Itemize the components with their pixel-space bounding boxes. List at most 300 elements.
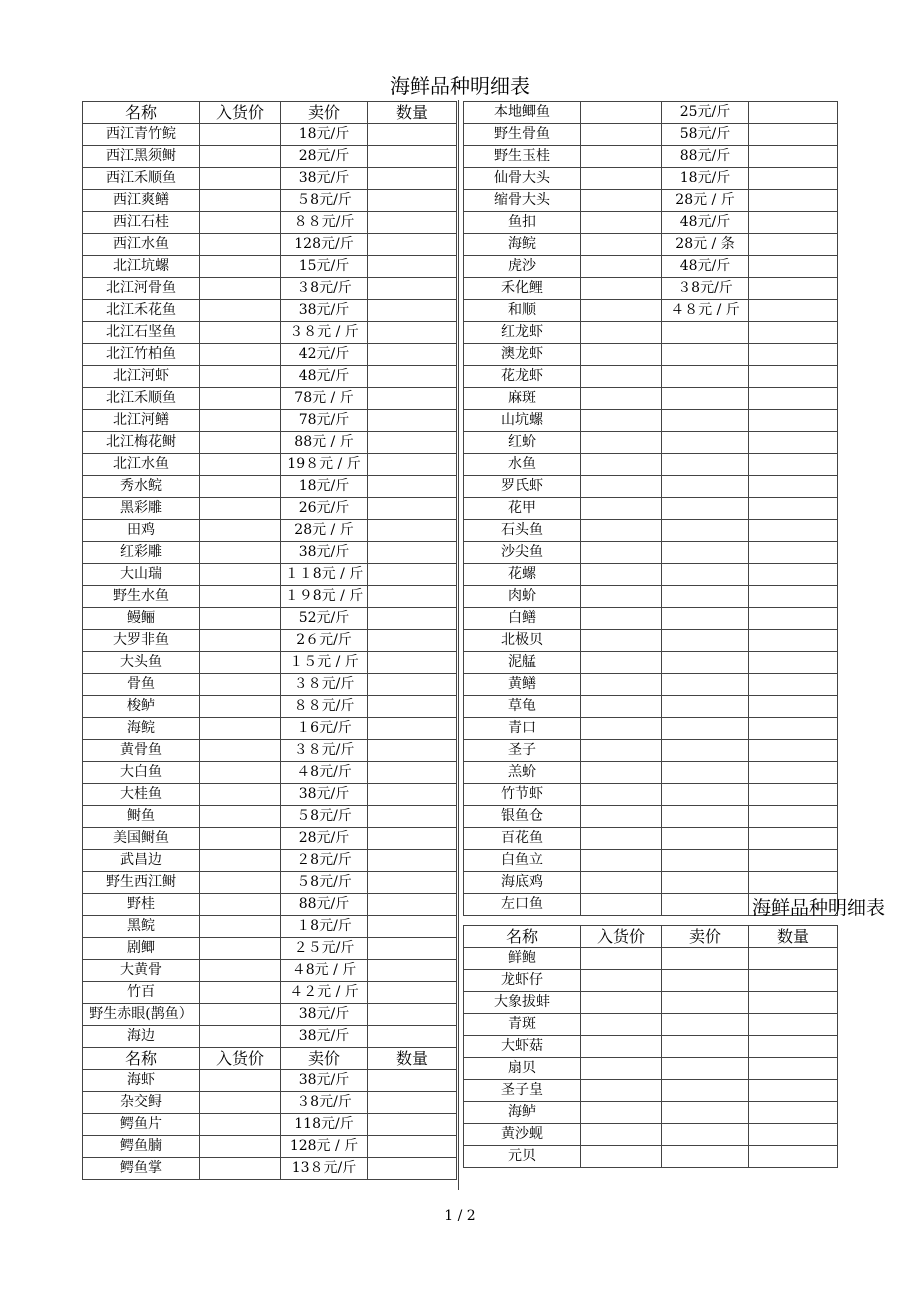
table-row xyxy=(464,828,838,850)
purchase-price-cell xyxy=(581,300,662,322)
header-purchase-price: 入货价 xyxy=(200,102,281,124)
item-name: 竹节虾 xyxy=(464,784,581,806)
sale-price: ３８元 / 斤 xyxy=(281,322,368,344)
table-row xyxy=(464,498,838,520)
purchase-price-cell xyxy=(200,520,281,542)
sale-price xyxy=(662,410,749,432)
sale-price: 28元/斤 xyxy=(281,146,368,168)
purchase-price-cell xyxy=(581,432,662,454)
table-row xyxy=(464,1146,838,1168)
table-row xyxy=(83,608,457,630)
table-row xyxy=(83,1114,457,1136)
quantity-cell xyxy=(749,608,838,630)
sale-price xyxy=(662,828,749,850)
quantity-cell xyxy=(749,498,838,520)
purchase-price-cell xyxy=(581,850,662,872)
purchase-price-cell xyxy=(581,872,662,894)
purchase-price-cell xyxy=(200,476,281,498)
quantity-cell xyxy=(368,674,457,696)
sale-price xyxy=(662,476,749,498)
item-name: 北江竹柏鱼 xyxy=(83,344,200,366)
sale-price: ２8元/斤 xyxy=(281,850,368,872)
item-name: 肉蚧 xyxy=(464,586,581,608)
sale-price: 28元 / 斤 xyxy=(662,190,749,212)
sale-price xyxy=(662,1080,749,1102)
quantity-cell xyxy=(368,278,457,300)
sale-price: 88元/斤 xyxy=(662,146,749,168)
purchase-price-cell xyxy=(581,696,662,718)
table-row xyxy=(83,1136,457,1158)
quantity-cell xyxy=(368,608,457,630)
table-row xyxy=(464,476,838,498)
purchase-price-cell xyxy=(200,124,281,146)
sale-price xyxy=(662,872,749,894)
purchase-price-cell xyxy=(581,806,662,828)
sale-price: ３8元/斤 xyxy=(281,1092,368,1114)
sale-price: １8元/斤 xyxy=(281,916,368,938)
item-name: 西江黑须鲥 xyxy=(83,146,200,168)
table-row xyxy=(464,872,838,894)
table-row xyxy=(83,586,457,608)
sale-price: ３８元/斤 xyxy=(281,740,368,762)
item-name: 野生西江鲥 xyxy=(83,872,200,894)
table-row xyxy=(464,124,838,146)
item-name: 和顺 xyxy=(464,300,581,322)
table-row xyxy=(464,630,838,652)
sale-price: ８８元/斤 xyxy=(281,212,368,234)
quantity-cell xyxy=(368,256,457,278)
purchase-price-cell xyxy=(581,1146,662,1168)
quantity-cell xyxy=(368,894,457,916)
item-name: 杂交鲟 xyxy=(83,1092,200,1114)
table-row xyxy=(464,322,838,344)
purchase-price-cell xyxy=(581,190,662,212)
quantity-cell xyxy=(749,124,838,146)
item-name: 剧鲫 xyxy=(83,938,200,960)
table-row xyxy=(464,234,838,256)
item-name: 大象拔蚌 xyxy=(464,992,581,1014)
table-row xyxy=(83,146,457,168)
purchase-price-cell xyxy=(200,1158,281,1180)
purchase-price-cell xyxy=(581,740,662,762)
item-name: 北江石坚鱼 xyxy=(83,322,200,344)
table-row xyxy=(464,1124,838,1146)
sale-price: ４8元/斤 xyxy=(281,762,368,784)
quantity-cell xyxy=(749,784,838,806)
sale-price xyxy=(662,564,749,586)
quantity-cell xyxy=(749,586,838,608)
purchase-price-cell xyxy=(581,124,662,146)
item-name: 沙尖鱼 xyxy=(464,542,581,564)
table-row xyxy=(83,322,457,344)
table-row xyxy=(83,938,457,960)
purchase-price-cell xyxy=(581,564,662,586)
purchase-price-cell xyxy=(200,146,281,168)
purchase-price-cell xyxy=(581,652,662,674)
sale-price: 78元/斤 xyxy=(281,410,368,432)
quantity-cell xyxy=(749,630,838,652)
page-number: 1 / 2 xyxy=(444,1208,476,1224)
table-row xyxy=(83,498,457,520)
purchase-price-cell xyxy=(581,388,662,410)
purchase-price-cell xyxy=(200,784,281,806)
purchase-price-cell xyxy=(581,542,662,564)
header-name: 名称 xyxy=(83,102,200,124)
sale-price: 118元/斤 xyxy=(281,1114,368,1136)
item-name: 黑鲩 xyxy=(83,916,200,938)
sale-price: ５8元/斤 xyxy=(281,872,368,894)
quantity-cell xyxy=(368,960,457,982)
right-bottom-price-table xyxy=(463,925,838,1168)
table-row xyxy=(83,476,457,498)
purchase-price-cell xyxy=(200,718,281,740)
table-row xyxy=(464,520,838,542)
sale-price: 2６元/斤 xyxy=(281,630,368,652)
table-row xyxy=(83,674,457,696)
item-name: 西江爽鳝 xyxy=(83,190,200,212)
quantity-cell xyxy=(368,1136,457,1158)
purchase-price-cell xyxy=(200,300,281,322)
sale-price xyxy=(662,992,749,1014)
table-row xyxy=(83,432,457,454)
item-name: 花螺 xyxy=(464,564,581,586)
table-row xyxy=(83,344,457,366)
quantity-cell xyxy=(368,234,457,256)
sale-price: ４２元 / 斤 xyxy=(281,982,368,1004)
table-row xyxy=(464,1102,838,1124)
purchase-price-cell xyxy=(200,674,281,696)
purchase-price-cell xyxy=(581,1124,662,1146)
header-sale-price: 卖价 xyxy=(662,926,749,948)
quantity-cell xyxy=(749,1058,838,1080)
table-row xyxy=(83,960,457,982)
item-name: 黄沙蚬 xyxy=(464,1124,581,1146)
sale-price: ５8元/斤 xyxy=(281,806,368,828)
quantity-cell xyxy=(368,762,457,784)
item-name: 青口 xyxy=(464,718,581,740)
purchase-price-cell xyxy=(200,1092,281,1114)
table-row xyxy=(464,366,838,388)
item-name: 扇贝 xyxy=(464,1058,581,1080)
purchase-price-cell xyxy=(200,454,281,476)
table-row xyxy=(83,564,457,586)
item-name: 黄鳝 xyxy=(464,674,581,696)
purchase-price-cell xyxy=(200,938,281,960)
header-purchase-price: 入货价 xyxy=(581,926,662,948)
sale-price: 78元 / 斤 xyxy=(281,388,368,410)
purchase-price-cell xyxy=(581,1102,662,1124)
purchase-price-cell xyxy=(581,1014,662,1036)
purchase-price-cell xyxy=(581,234,662,256)
table-row xyxy=(464,1080,838,1102)
purchase-price-cell xyxy=(200,1070,281,1092)
quantity-cell xyxy=(368,652,457,674)
quantity-cell xyxy=(749,806,838,828)
sale-price: 48元/斤 xyxy=(281,366,368,388)
table-row xyxy=(83,872,457,894)
purchase-price-cell xyxy=(581,454,662,476)
purchase-price-cell xyxy=(200,564,281,586)
item-name: 山坑螺 xyxy=(464,410,581,432)
sale-price xyxy=(662,454,749,476)
quantity-cell xyxy=(749,388,838,410)
sale-price: 58元/斤 xyxy=(662,124,749,146)
sale-price: 26元/斤 xyxy=(281,498,368,520)
table-row xyxy=(464,806,838,828)
table-row xyxy=(464,212,838,234)
item-name: 仙骨大头 xyxy=(464,168,581,190)
sale-price: 19８元 / 斤 xyxy=(281,454,368,476)
quantity-cell xyxy=(749,652,838,674)
purchase-price-cell xyxy=(581,948,662,970)
item-name: 鳄鱼片 xyxy=(83,1114,200,1136)
item-name: 元贝 xyxy=(464,1146,581,1168)
purchase-price-cell xyxy=(200,1114,281,1136)
sale-price xyxy=(662,1102,749,1124)
item-name: 西江青竹鲩 xyxy=(83,124,200,146)
table-row xyxy=(464,674,838,696)
item-name: 羔蚧 xyxy=(464,762,581,784)
quantity-cell xyxy=(749,212,838,234)
quantity-cell xyxy=(368,542,457,564)
quantity-cell xyxy=(749,992,838,1014)
quantity-cell xyxy=(368,982,457,1004)
quantity-cell xyxy=(749,696,838,718)
item-name: 骨鱼 xyxy=(83,674,200,696)
table-row xyxy=(83,124,457,146)
item-name: 梭鲈 xyxy=(83,696,200,718)
item-name: 虎沙 xyxy=(464,256,581,278)
table-row xyxy=(83,630,457,652)
item-name: 野生玉桂 xyxy=(464,146,581,168)
item-name: 禾化鲤 xyxy=(464,278,581,300)
table-row xyxy=(464,740,838,762)
quantity-cell xyxy=(368,432,457,454)
item-name: 麻斑 xyxy=(464,388,581,410)
sale-price: １6元/斤 xyxy=(281,718,368,740)
table-row xyxy=(83,410,457,432)
purchase-price-cell xyxy=(200,850,281,872)
purchase-price-cell xyxy=(581,608,662,630)
sale-price: 38元/斤 xyxy=(281,300,368,322)
table-row xyxy=(464,608,838,630)
sale-price: 38元/斤 xyxy=(281,168,368,190)
quantity-cell xyxy=(368,498,457,520)
quantity-cell xyxy=(368,828,457,850)
purchase-price-cell xyxy=(581,674,662,696)
purchase-price-cell xyxy=(200,498,281,520)
quantity-cell xyxy=(749,520,838,542)
purchase-price-cell xyxy=(581,146,662,168)
quantity-cell xyxy=(368,586,457,608)
item-name: 西江禾顺鱼 xyxy=(83,168,200,190)
table-row xyxy=(83,1092,457,1114)
table-row xyxy=(464,542,838,564)
purchase-price-cell xyxy=(581,498,662,520)
purchase-price-cell xyxy=(581,520,662,542)
item-name: 青斑 xyxy=(464,1014,581,1036)
quantity-cell xyxy=(749,300,838,322)
item-name: 北江禾花鱼 xyxy=(83,300,200,322)
table-row xyxy=(464,432,838,454)
sale-price xyxy=(662,784,749,806)
quantity-cell xyxy=(749,190,838,212)
item-name: 红龙虾 xyxy=(464,322,581,344)
table-row xyxy=(464,586,838,608)
purchase-price-cell xyxy=(200,410,281,432)
table-row xyxy=(464,146,838,168)
quantity-cell xyxy=(368,1158,457,1180)
quantity-cell xyxy=(368,212,457,234)
sale-price xyxy=(662,1036,749,1058)
table-row xyxy=(83,982,457,1004)
quantity-cell xyxy=(368,1114,457,1136)
purchase-price-cell xyxy=(581,894,662,916)
quantity-cell xyxy=(749,1146,838,1168)
purchase-price-cell xyxy=(200,762,281,784)
quantity-cell xyxy=(368,388,457,410)
item-name: 美国鲥鱼 xyxy=(83,828,200,850)
item-name: 北极贝 xyxy=(464,630,581,652)
purchase-price-cell xyxy=(200,828,281,850)
item-name: 圣子 xyxy=(464,740,581,762)
quantity-cell xyxy=(368,322,457,344)
quantity-cell xyxy=(368,168,457,190)
sale-price: ２５元/斤 xyxy=(281,938,368,960)
sale-price: 15元/斤 xyxy=(281,256,368,278)
header-purchase-price: 入货价 xyxy=(200,1048,281,1070)
table-row xyxy=(464,102,838,124)
item-name: 北江水鱼 xyxy=(83,454,200,476)
quantity-cell xyxy=(749,476,838,498)
quantity-cell xyxy=(749,872,838,894)
item-name: 大虾菇 xyxy=(464,1036,581,1058)
purchase-price-cell xyxy=(581,1036,662,1058)
sale-price: １５元 / 斤 xyxy=(281,652,368,674)
purchase-price-cell xyxy=(581,366,662,388)
table-row xyxy=(83,652,457,674)
quantity-cell xyxy=(368,520,457,542)
purchase-price-cell xyxy=(200,432,281,454)
item-name: 鲥鱼 xyxy=(83,806,200,828)
sale-price: 128元/斤 xyxy=(281,234,368,256)
header-quantity: 数量 xyxy=(368,102,457,124)
table-row xyxy=(83,454,457,476)
purchase-price-cell xyxy=(581,718,662,740)
quantity-cell xyxy=(368,190,457,212)
sale-price xyxy=(662,498,749,520)
sale-price: 88元/斤 xyxy=(281,894,368,916)
quantity-cell xyxy=(368,630,457,652)
table-row xyxy=(83,1026,457,1048)
item-name: 大罗非鱼 xyxy=(83,630,200,652)
table-row xyxy=(83,828,457,850)
sale-price xyxy=(662,806,749,828)
table-row xyxy=(464,388,838,410)
purchase-price-cell xyxy=(200,322,281,344)
sale-price xyxy=(662,608,749,630)
quantity-cell xyxy=(368,344,457,366)
sale-price: ４８元 / 斤 xyxy=(662,300,749,322)
table-row xyxy=(464,344,838,366)
sale-price: 88元 / 斤 xyxy=(281,432,368,454)
item-name: 红彩雕 xyxy=(83,542,200,564)
table-row xyxy=(464,256,838,278)
item-name: 草龟 xyxy=(464,696,581,718)
item-name: 西江水鱼 xyxy=(83,234,200,256)
item-name: 圣子皇 xyxy=(464,1080,581,1102)
purchase-price-cell xyxy=(581,410,662,432)
item-name: 海虾 xyxy=(83,1070,200,1092)
quantity-cell xyxy=(749,256,838,278)
purchase-price-cell xyxy=(200,960,281,982)
sale-price xyxy=(662,718,749,740)
quantity-cell xyxy=(368,124,457,146)
quantity-cell xyxy=(368,300,457,322)
quantity-cell xyxy=(749,542,838,564)
table-header-row xyxy=(83,1048,457,1070)
quantity-cell xyxy=(749,828,838,850)
table-row xyxy=(83,1158,457,1180)
item-name: 竹百 xyxy=(83,982,200,1004)
quantity-cell xyxy=(368,740,457,762)
sale-price: 18元/斤 xyxy=(281,476,368,498)
quantity-cell xyxy=(368,718,457,740)
quantity-cell xyxy=(749,234,838,256)
quantity-cell xyxy=(368,1070,457,1092)
item-name: 鲜鲍 xyxy=(464,948,581,970)
purchase-price-cell xyxy=(581,212,662,234)
quantity-cell xyxy=(749,850,838,872)
quantity-cell xyxy=(368,784,457,806)
purchase-price-cell xyxy=(581,256,662,278)
purchase-price-cell xyxy=(200,652,281,674)
item-name: 罗氏虾 xyxy=(464,476,581,498)
item-name: 红蚧 xyxy=(464,432,581,454)
quantity-cell xyxy=(749,564,838,586)
sale-price: 48元/斤 xyxy=(662,256,749,278)
table-row xyxy=(83,366,457,388)
item-name: 野生水鱼 xyxy=(83,586,200,608)
purchase-price-cell xyxy=(581,344,662,366)
table-row xyxy=(83,212,457,234)
purchase-price-cell xyxy=(581,970,662,992)
table-row xyxy=(464,718,838,740)
purchase-price-cell xyxy=(581,476,662,498)
table-row xyxy=(83,806,457,828)
quantity-cell xyxy=(368,564,457,586)
item-name: 西江石桂 xyxy=(83,212,200,234)
item-name: 百花鱼 xyxy=(464,828,581,850)
quantity-cell xyxy=(368,938,457,960)
item-name: 白鱼立 xyxy=(464,850,581,872)
sale-price: 128元 / 斤 xyxy=(281,1136,368,1158)
quantity-cell xyxy=(749,454,838,476)
sale-price: 28元 / 斤 xyxy=(281,520,368,542)
sale-price: 38元/斤 xyxy=(281,784,368,806)
purchase-price-cell xyxy=(200,1026,281,1048)
item-name: 鳄鱼腩 xyxy=(83,1136,200,1158)
quantity-cell xyxy=(749,674,838,696)
quantity-cell xyxy=(749,1080,838,1102)
purchase-price-cell xyxy=(581,828,662,850)
item-name: 北江禾顺鱼 xyxy=(83,388,200,410)
table-row xyxy=(83,234,457,256)
quantity-cell xyxy=(749,322,838,344)
table-row xyxy=(464,454,838,476)
item-name: 大桂鱼 xyxy=(83,784,200,806)
purchase-price-cell xyxy=(200,542,281,564)
